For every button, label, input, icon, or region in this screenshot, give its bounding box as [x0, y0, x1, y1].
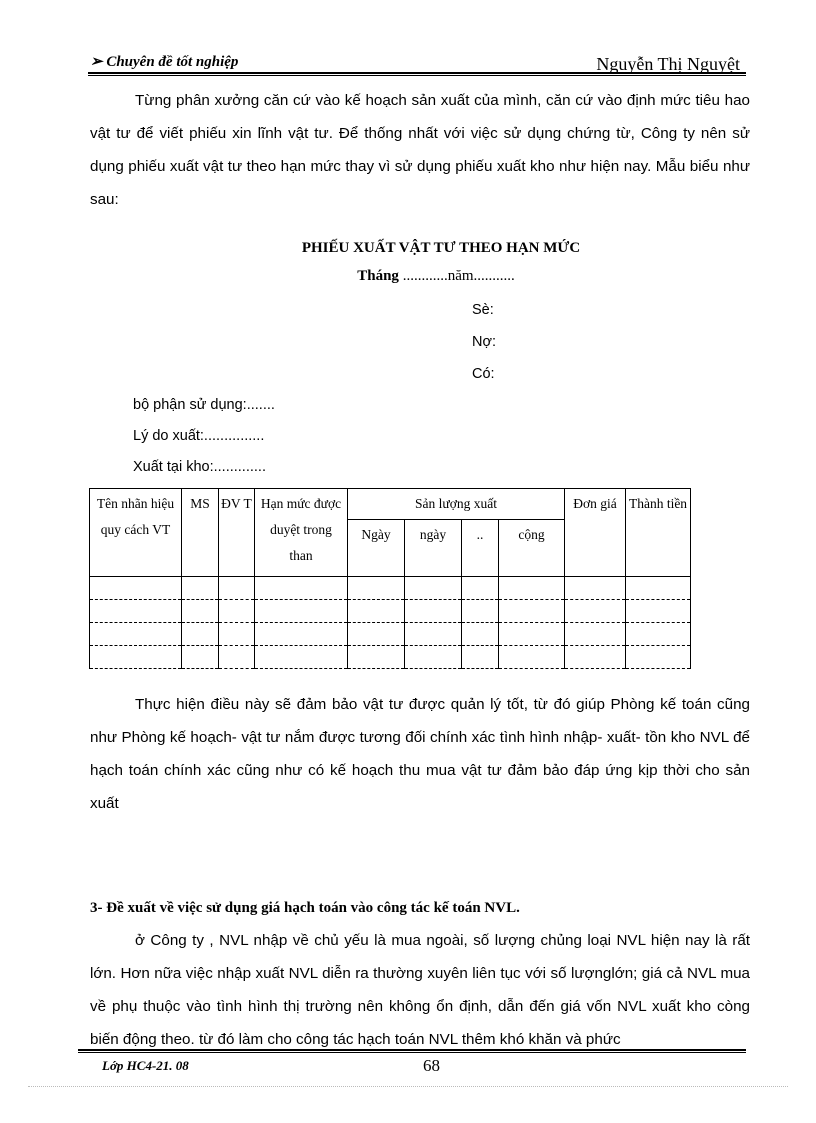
form-month-line [0, 268, 816, 285]
sub-total-header: cộng [499, 520, 565, 577]
page-bottom-border [28, 1086, 788, 1087]
section-heading: 3- Đề xuất về việc sử dụng giá hạch toán vào công tác kế toán NVL. [90, 900, 520, 916]
header-subject-text: Chuyên đề tốt nghiệp [106, 54, 239, 70]
arrow-bullet-icon: ➢ [90, 54, 103, 70]
month-dots: ............ [402, 268, 448, 284]
account-debit: Nợ: [472, 334, 497, 350]
year-dots: ........... [473, 268, 515, 284]
field-warehouse: Xuất tại kho:............. [133, 459, 266, 475]
form-title: PHIẾU XUẤT VẬT TƯ THEO HẠN MỨC [301, 240, 581, 256]
after-table-paragraph: Thực hiện điều này sẽ đảm bảo vật tư được quản lý tốt, từ đó giúp Phòng kế toán cũng như Phòng kế hoạch- vật tư nắm được tương đối chính xác tình hình nhập- xuất- tồn kho NVL để hạch toán chính xác cũng như có kế hoạch thu mua vật tư đảm bảo đáp ứng kịp thời cho sản xuất [90, 696, 750, 812]
col-limit-header: Hạn mức được duyệt trong than [255, 489, 348, 577]
col-price-header: Đơn giá [565, 489, 626, 577]
month-label: Tháng [357, 268, 399, 284]
sub-day1-header: Ngày [348, 520, 405, 577]
intro-paragraph: Từng phân xưởng căn cứ vào kế hoạch sản xuất của mình, căn cứ vào định mức tiêu hao vật tư để viết phiếu xin lĩnh vật tư. Để thống nhất với việc sử dụng chứng từ, Công ty nên sử dụng phiếu xuất vật tư theo hạn mức thay vì sử dụng phiếu xuất kho như hiện nay. Mẫu biểu như sau: [90, 92, 750, 208]
table-row [90, 646, 691, 669]
field-reason: Lý do xuất:............... [133, 428, 265, 444]
col-amount-header: Thành tiền [626, 489, 691, 577]
footer-divider [78, 1049, 746, 1051]
account-credit: Có: [472, 366, 495, 382]
col-dvt-header: ĐV T [219, 489, 255, 577]
col-name-header: Tên nhãn hiệu quy cách VT [90, 489, 182, 577]
table-row [90, 623, 691, 646]
section-paragraph: ở Công ty , NVL nhập về chủ yếu là mua ngoài, số lượng chủng loại NVL hiện nay là rất lớn. Hơn nữa việc nhập xuất NVL diễn ra thường xuyên liên tục với số lượnglớn; giá cả NVL mua về phụ thuộc vào tình hình thị trường nên không ổn định, dẫn đến giá vốn NVL xuất kho còng biến động theo. từ đó làm cho công tác hạch toán NVL thêm khó khăn và phức [90, 932, 750, 1048]
col-ms-header: MS [182, 489, 219, 577]
table-header-row [90, 489, 691, 520]
year-label: năm [447, 268, 474, 284]
table-row [90, 600, 691, 623]
header-author: Nguyễn Thị Nguyệt [596, 54, 740, 74]
issue-form-table [89, 488, 691, 669]
col-output-header: Sản lượng xuất [348, 489, 565, 520]
footer-class: Lớp HC4-21. 08 [102, 1058, 189, 1073]
page-number: 68 [423, 1056, 440, 1075]
header-divider [88, 72, 746, 74]
account-number: Sè: [472, 302, 494, 318]
sub-day2-header: ngày [405, 520, 462, 577]
table-row [90, 577, 691, 600]
field-department: bộ phận sử dụng:....... [133, 397, 275, 413]
sub-dots-header: .. [462, 520, 499, 577]
header-divider-thin [88, 75, 746, 76]
footer-divider-thin [78, 1052, 746, 1053]
header-subject [90, 52, 238, 71]
